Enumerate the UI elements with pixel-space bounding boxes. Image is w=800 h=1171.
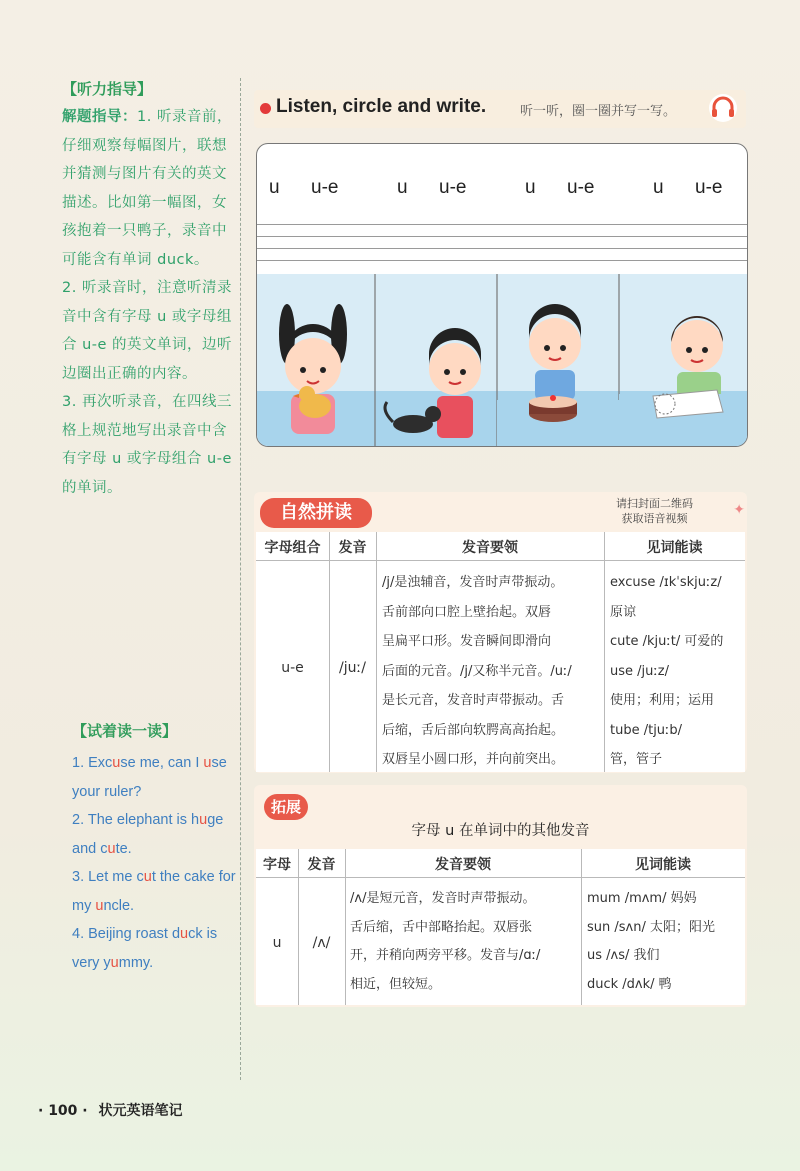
option-u-e[interactable]: u-e: [567, 177, 595, 198]
listening-guide: [62, 78, 237, 502]
book-title: 状元英语笔记: [98, 1103, 183, 1119]
girl-with-duck-picture: [257, 274, 375, 446]
try-reading-item: 3. Let me cut the cake for my uncle.: [72, 869, 236, 914]
girl-with-cat-picture: [375, 274, 497, 446]
sound-cell: /juː/: [339, 660, 366, 676]
headphones-icon: [708, 93, 738, 123]
tips-cell: /ʌ/是短元音，发音时声带振动。 舌后缩，舌中部略抬起。双唇张 开，并稍向两旁平移。发音与/ɑː/ 相近，但较短。: [350, 891, 541, 992]
extension-title: 拓展: [264, 794, 308, 820]
header-tips: 发音要领: [435, 857, 491, 873]
header-tips: 发音要领: [462, 540, 518, 556]
option-u[interactable]: u: [397, 177, 408, 198]
try-reading-item: 4. Beijing roast duck is very yummy.: [72, 926, 218, 971]
try-reading-item: 2. The elephant is huge and cute.: [72, 812, 224, 857]
boy-writing-picture: [619, 274, 747, 446]
exercise-title: Listen, circle and write.: [276, 96, 487, 117]
sparkle-icon: ✦: [733, 502, 745, 518]
listening-guide-heading: 【听力指导】: [62, 80, 153, 98]
words-cell: mum /mʌm/ 妈妈 sun /sʌn/ 太阳；阳光 us /ʌs/ 我们 duck /dʌk/ 鸭: [587, 891, 715, 992]
extension-table: [256, 849, 745, 1005]
girl-with-cake-picture: [497, 274, 619, 446]
letter-cell: u: [272, 935, 282, 951]
extension-section: [254, 785, 747, 1007]
option-u[interactable]: u: [269, 177, 280, 198]
try-reading-item: 1. Excuse me, can I use your ruler?: [72, 755, 227, 800]
option-u[interactable]: u: [525, 177, 536, 198]
exercise-title-bar: [254, 90, 746, 128]
header-sound: 发音: [307, 857, 336, 873]
extension-subtitle: 字母 u 在单词中的其他发音: [411, 823, 590, 839]
try-reading-section: [72, 720, 240, 977]
qr-note: 请扫封面二维码 获取语音视频: [616, 497, 693, 525]
listening-guide-text: [62, 103, 237, 502]
option-u-e[interactable]: u-e: [439, 177, 467, 198]
words-cell: excuse /ɪkˈskjuːz/ 原谅 cute /kjuːt/ 可爱的 use /juːz/ 使用；利用；运用 tube /tjuːb/ 管，管子: [610, 575, 724, 767]
bullet-dot-icon: [260, 103, 271, 114]
guide-lead: 解题指导：: [62, 109, 137, 125]
header-letter-combo: 字母组合: [264, 540, 321, 556]
phonics-section: [254, 492, 747, 773]
exercise-title-cn: 听一听，圈一圈并写一写。: [520, 104, 677, 119]
illustration: [257, 274, 747, 446]
header-sound: 发音: [338, 540, 367, 556]
exercise-panel: [256, 143, 748, 447]
header-words: 见词能读: [635, 857, 691, 873]
sound-cell: /ʌ/: [312, 935, 331, 951]
phonics-table: [256, 532, 745, 772]
header-letter: 字母: [263, 857, 291, 873]
guide-step-2: 2. 听录音时，注意听清录音中含有字母 u 或字母组合 u-e 的英文单词，边听边圈出正确的内容。: [62, 280, 233, 382]
writing-lines[interactable]: [257, 224, 747, 272]
header-words: 见词能读: [646, 540, 703, 556]
tips-cell: /j/是浊辅音，发音时声带振动。 舌前部向口腔上壁抬起。双唇 呈扁平口形。发音瞬间即滑向 后面的元音。/j/又称半元音。/uː/ 是长元音，发音时声带振动。舌 后缩，舌后部向软腭高高抬起。 双唇呈小圆口形，并向前突出。: [382, 575, 572, 767]
option-u-e[interactable]: u-e: [695, 177, 723, 198]
guide-step-1: 1. 听录音前，仔细观察每幅图片，联想并猜测与图片有关的英文描述。比如第一幅图，女孩抱着一只鸭子，录音中可能含有单词 duck。: [62, 109, 232, 268]
page-number: · 100 ·: [38, 1103, 88, 1119]
letter-combo-cell: u-e: [281, 660, 304, 676]
column-divider: [240, 78, 241, 1080]
guide-step-3: 3. 再次听录音，在四线三格上规范地写出录音中含有字母 u 或字母组合 u-e 的单词。: [62, 394, 232, 496]
try-reading-heading: 【试着读一读】: [72, 722, 178, 740]
page-footer: [38, 1100, 182, 1120]
option-u-e[interactable]: u-e: [311, 177, 339, 198]
option-u[interactable]: u: [653, 177, 664, 198]
phonics-title: 自然拼读: [260, 498, 372, 528]
